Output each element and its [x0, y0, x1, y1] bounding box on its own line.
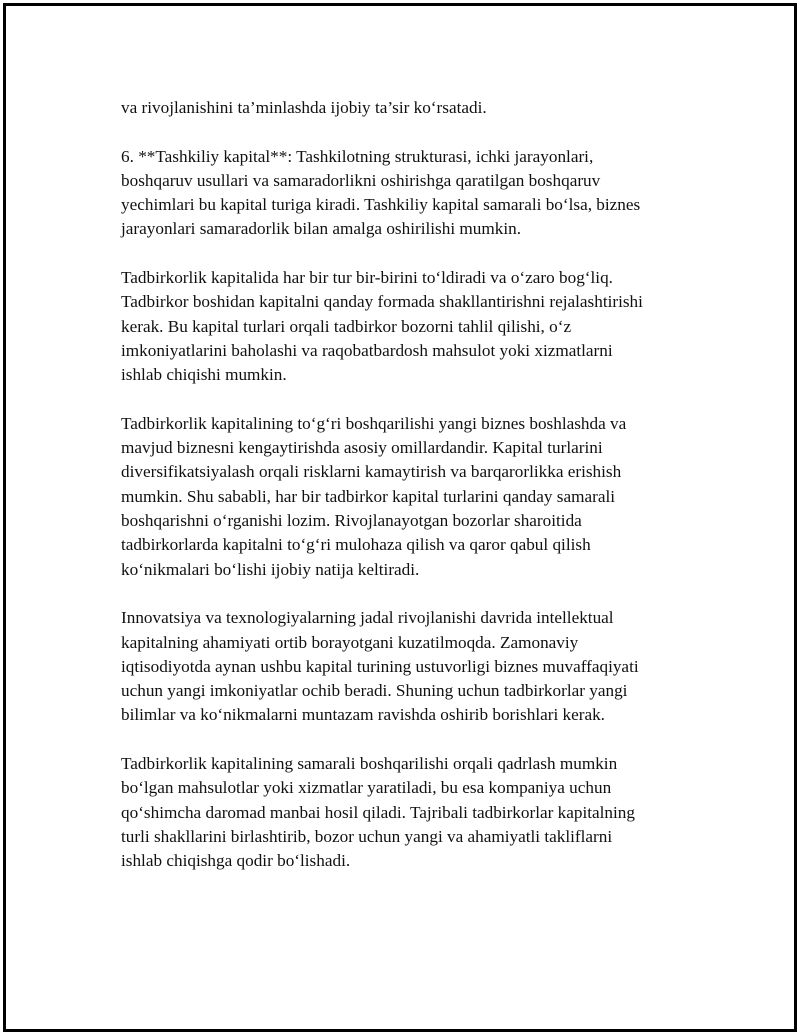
document-body: [121, 96, 686, 898]
text-line: turli shakllarini birlashtirib, bozor uchun yangi va ahamiyatli takliflarni: [121, 826, 613, 846]
paragraph-capital-management: [121, 412, 686, 582]
text-line: kapitalning ahamiyati ortib borayotgani kuzatilmoqda. Zamonaviy: [121, 632, 579, 652]
document-page: [3, 3, 797, 1032]
text-line: jarayonlari samaradorlik bilan amalga oshirilishi mumkin.: [121, 219, 521, 239]
text-line: ishlab chiqishi mumkin.: [121, 365, 287, 385]
paragraph-intellectual-capital: [121, 606, 686, 727]
paragraph-capital-types: [121, 266, 686, 387]
text-line: kerak. Bu kapital turlari orqali tadbirkor bozorni tahlil qilishi, o‘z: [121, 316, 572, 336]
paragraph-organizational-capital: [121, 145, 686, 242]
text-line: bo‘lgan mahsulotlar yoki xizmatlar yaratiladi, bu esa kompaniya uchun: [121, 778, 612, 798]
text-line: iqtisodiyotda aynan ushbu kapital turining ustuvorligi biznes muvaffaqiyati: [121, 656, 639, 676]
text-line: diversifikatsiyalash orqali risklarni kamaytirish va barqarorlikka erishish: [121, 462, 622, 482]
text-line: Innovatsiya va texnologiyalarning jadal rivojlanishi davrida intellektual: [121, 608, 614, 628]
text-line: bilimlar va ko‘nikmalarni muntazam ravishda oshirib borishlari kerak.: [121, 705, 605, 725]
text-line: Tadbirkorlik kapitalining to‘g‘ri boshqarilishi yangi biznes boshlashda va: [121, 413, 627, 433]
text-line: imkoniyatlarini baholashi va raqobatbardosh mahsulot yoki xizmatlarni: [121, 340, 613, 360]
text-line: mumkin. Shu sababli, har bir tadbirkor kapital turlarini qanday samarali: [121, 486, 616, 506]
text-line: ko‘nikmalari bo‘lishi ijobiy natija keltiradi.: [121, 559, 420, 579]
text-line: va rivojlanishini ta’minlashda ijobiy ta’sir ko‘rsatadi.: [121, 98, 487, 117]
text-line: mavjud biznesni kengaytirishda asosiy omillardandir. Kapital turlarini: [121, 438, 603, 458]
paragraph-value-creation: [121, 752, 686, 873]
text-line: boshqarishni o‘rganishi lozim. Rivojlanayotgan bozorlar sharoitida: [121, 511, 582, 531]
text-line: yechimlari bu kapital turiga kiradi. Tashkiliy kapital samarali bo‘lsa, biznes: [121, 195, 641, 215]
text-line: Tadbirkorlik kapitalida har bir tur bir-birini to‘ldiradi va o‘zaro bog‘liq.: [121, 268, 613, 288]
text-line: uchun yangi imkoniyatlar ochib beradi. Shuning uchun tadbirkorlar yangi: [121, 681, 628, 701]
text-line: Tadbirkor boshidan kapitalni qanday formada shakllantirishni rejalashtirishi: [121, 292, 643, 312]
text-line: tadbirkorlarda kapitalni to‘g‘ri mulohaza qilish va qaror qabul qilish: [121, 535, 591, 555]
text-line: qo‘shimcha daromad manbai hosil qiladi. Tajribali tadbirkorlar kapitalning: [121, 802, 635, 822]
text-line: Tadbirkorlik kapitalining samarali boshqarilishi orqali qadrlash mumkin: [121, 754, 618, 774]
text-line: boshqaruv usullari va samaradorlikni oshirishga qaratilgan boshqaruv: [121, 170, 601, 190]
text-line: 6. **Tashkiliy kapital**: Tashkilotning strukturasi, ichki jarayonlari,: [121, 146, 594, 166]
paragraph-continuation: [121, 96, 686, 120]
text-line: ishlab chiqishga qodir bo‘lishadi.: [121, 851, 351, 871]
